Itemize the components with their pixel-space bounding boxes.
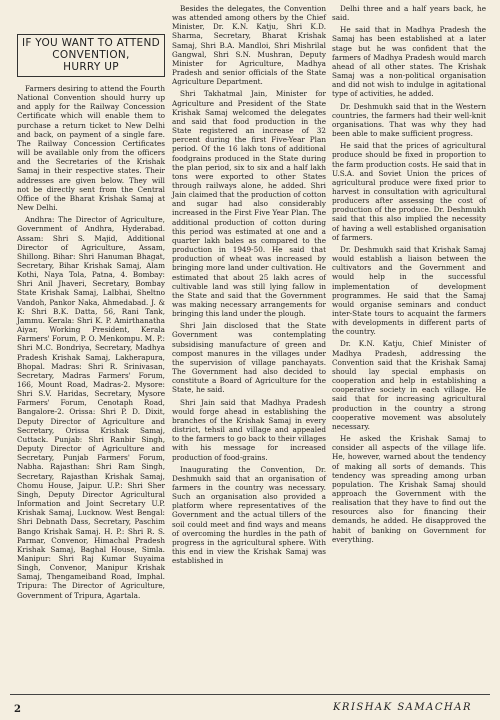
publication-name: KRISHAK SAMACHAR bbox=[332, 702, 472, 713]
paragraph: Shri Jain disclosed that the State Government was contemplating subsidising manufacture of green and compost manures in the villages under the supervision of village panchayats. The Government had also decided to constitute a Board of Agriculture for the State, he said. bbox=[172, 321, 326, 395]
notice-title-line1: IF YOU WANT TO ATTEND bbox=[21, 37, 161, 49]
notice-intro: Farmers desiring to attend the Fourth National Convention should hurry up and apply for the Railway Concession Certificate which will enable them to purchase a return ticket to New Delhi and back, on payment of a single fare. The Railway Concession Certificates will be available only from the officers and the Secretaries of the Krishak Samaj in their respective states. Their addresses are given below. They will not be directly sent from the Central Office of the Bharat Krishak Samaj at New Delhi. bbox=[17, 84, 165, 213]
paragraph: Delhi three and a half years back, he said. bbox=[332, 4, 486, 23]
article-column-3 bbox=[332, 4, 486, 547]
convention-notice-heading-box bbox=[17, 34, 165, 77]
paragraph: Dr. Deshmukh said that in the Western countries, the farmers had their well-knit organisations. That was why they had been able to make sufficient progress. bbox=[332, 101, 486, 139]
notice-title-line3: HURRY UP bbox=[63, 61, 119, 73]
article-column-2 bbox=[172, 4, 326, 568]
paragraph: Shri Takhatmal Jain, Minister for Agriculture and President of the State Krishak Samaj welcomed the delegates and said that food production in the State registered an increase of 32 percent during the first Five-Year Plan period. Of the 16 lakh tons of additional foodgrains produced in the State during the plan period, six to six and a half lakh tons were exported to other States through railways alone, he added. Shri Jain claimed that the production of cotton and sugar had also considerably increased in the First Five Year Plan. The additional production of cotton during this period was estimated at one and a quarter lakh bales as compared to the production in 1949-50. He said that production of wheat was increased by bringing more land under cultivation. He estimated that about 25 lakh acres of cultivable land was still lying fallow in the State and said that the Government was making necessary arrangements for bringing this land under the plough. bbox=[172, 89, 327, 319]
paragraph: Dr. Deshmukh said that Krishak Samaj would establish a liaison between the cultivators and the Government and would help in the successful implementation of development programmes. He said that the Samaj would organise seminars and conduct inter-State tours to acquaint the farmers with developments in different parts of the country. bbox=[332, 244, 486, 337]
paragraph: Dr. K.N. Katju, Chief Minister of Madhya Pradesh, addressing the Convention said that the Krishak Samaj should lay special emphasis on cooperation and help in establishing a cooperative society in each village. He said that for increasing agricultural production in the country a strong cooperative movement was absolutely necessary. bbox=[332, 339, 486, 431]
paragraph: He said that in Madhya Pradesh the Samaj has been established at a later stage but he was confident that the farmers of Madhya Pradesh would march ahead of all other states. The Krishak Samaj was a non-political organisation and did not wish to indulge in agitational type of activities, he added. bbox=[332, 25, 486, 99]
paragraph: Besides the delegates, the Convention was attended among others by the Chief Minister, Dr. K.N. Katju, Shri K.D. Sharma, Secretary, Bharat Krishak Samaj, Shri B.A. Mandloi, Shri Mishrilal Gangwal, Shri S.N. Mushran, Deputy Minister for Agriculture, Madhya Pradesh and senior officials of the State Agriculture Department. bbox=[172, 4, 326, 87]
footer-rule bbox=[10, 694, 490, 695]
state-addresses: Andhra: The Director of Agriculture, Government of Andhra, Hyderabad. Assam: Shri S. Majid, Additional Director of Agriculture, Assam, Shillong. Bihar: Shri Hanuman Bhagat, Secretary, Bihar Krishak Samaj, Alam Kothi, Naya Tola, Patna, 4. Bombay: Shri Anil Jhaveri, Secretary, Bombay State Krishak Samaj, Lalbhai, Sheltno Vandoh, Pankor Naka, Ahmedabad. J. & K: Shri B.K. Datta, 56, Rani Tank, Jammu. Kerala: Shri K. P. Amirthanatha Aiyar, Working President, Kerala Farmers' Forum, P. O. Menkompu. M. P.: Shri M.C. Bondriya, Secretary, Madhya Pradesh Krishak Samaj, Lakherapura, Bhopal. Madras: Shri R. Srinivasan, Secretary, Madras Farmers' Forum, 166, Mount Road, Madras-2. Mysore: Shri S.V. Haridas, Secretary, Mysore Farmers' Forum, Cenotaph Road, Bangalore-2. Orissa: Shri P. D. Dixit, Deputy Director of Agriculture and Secretary, Orissa Krishak Samaj, Cuttack. Punjab: Shri Ranbir Singh, Deputy Director of Agriculture and Secretary, Punjab Farmers' Forum, Nabha. Rajasthan: Shri Ram Singh, Secretary, Rajasthan Krishak Samaj, Chomu House, Jaipur. U.P.: Shri Sher Singh, Deputy Director Agricultural Information and Joint Secretary U.P. Krishak Samaj, Lucknow. West Bengal: Shri Debnath Dass, Secretary, Paschim Bango Krishak Samaj. H. P.: Shri R. S. Parmar, Convenor, Himachal Pradesh Krishak Samaj, Baghal House, Simla. Manipur: Shri Raj Kumar Suyaima Singh, Convenor, Manipur Krishak Samaj, Thengameiband Road, Imphal. Tripura: The Director of Agriculture, Government of Tripura, Agartala. bbox=[17, 215, 165, 600]
sidebar-column bbox=[17, 4, 165, 603]
page-number: 2 bbox=[14, 704, 21, 715]
paragraph: He said that the prices of agricultural produce should be fixed in proportion to the farm production costs. He said that in U.S.A. and Soviet Union the prices of agricultural produce were fixed prior to harvest in consultation with agricultural producers after assessing the cost of production of the produce. Dr. Deshmukh said that this also implied the necessity of having a well established organisation of farmers. bbox=[332, 141, 486, 242]
notice-title-line2: CONVENTION, bbox=[52, 49, 130, 61]
paragraph: Inaugurating the Convention, Dr. Deshmukh said that an organisation of farmers in the country was necessary. Such an organisation also provided a platform where representatives of the Government and the actual tillers of the soil could meet and find ways and means of overcoming the hurdles in the path of progress in the agricultural sphere. With this end in view the Krishak Samaj was established in bbox=[172, 464, 326, 566]
paragraph: Shri Jain said that Madhya Pradesh would forge ahead in establishing the branches of the Krishak Samaj in every district, tehsil and village and appealed to the farmers to go back to their villages with his message for increased production of food-grains. bbox=[172, 397, 326, 462]
paragraph: He asked the Krishak Samaj to consider all aspects of the village life. He, however, warned about the tendency of making all sorts of demands. This tendency was spreading among urban population. The Krishak Samaj should approach the Government with the realisation that they have to find out the resources also for financing their demands, he added. He disapproved the habit of banking on Government for everything. bbox=[332, 434, 486, 544]
